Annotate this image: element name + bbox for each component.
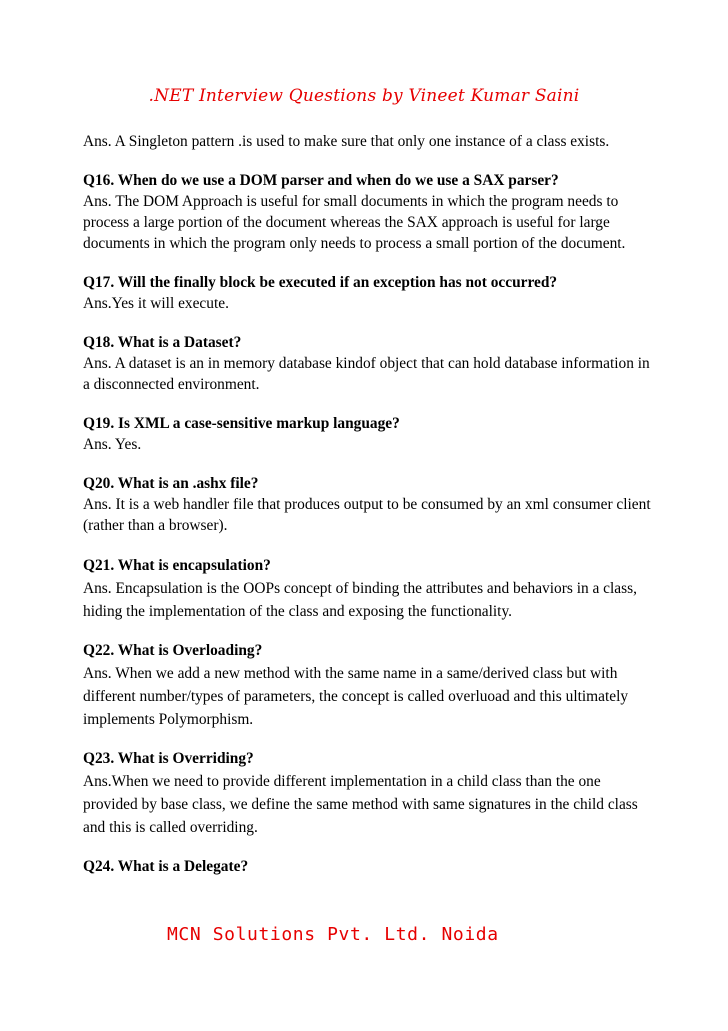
answer-text: Ans. It is a web handler file that produces output to be consumed by an xml consumer client (rather than a browser). <box>83 496 651 534</box>
answer-text: Ans.Yes it will execute. <box>83 295 229 312</box>
answer-text: Ans. A Singleton pattern .is used to make sure that only one instance of a class exists. <box>83 133 610 150</box>
qa-item-q24 <box>83 855 653 878</box>
page-footer-company: MCN Solutions Pvt. Ltd. Noida <box>167 924 499 945</box>
answer-text: Ans. When we add a new method with the same name in a same/derived class but with different number/types of parameters, the concept is called overluoad and this ultimately implements Polymorphism. <box>83 665 629 728</box>
qa-item-q18 <box>83 332 653 395</box>
qa-item-q23 <box>83 747 653 839</box>
answer-text: Ans. Encapsulation is the OOPs concept of binding the attributes and behaviors in a class, hiding the implementation of the class and exposing the functionality. <box>83 580 637 620</box>
question-text: Q18. What is a Dataset? <box>83 334 242 351</box>
intro-answer-block <box>83 131 653 152</box>
answer-text: Ans. The DOM Approach is useful for small documents in which the program needs to process a large portion of the document whereas the SAX approach is useful for large documents in which the program only needs to process a small portion of the document. <box>83 193 626 252</box>
question-text: Q21. What is encapsulation? <box>83 557 271 574</box>
qa-item-q21 <box>83 554 653 623</box>
question-text: Q24. What is a Delegate? <box>83 858 249 875</box>
question-text: Q16. When do we use a DOM parser and when do we use a SAX parser? <box>83 172 559 189</box>
qa-item-q20 <box>83 473 653 536</box>
answer-text: Ans. Yes. <box>83 436 142 453</box>
page-header-title: .NET Interview Questions by Vineet Kumar Saini <box>148 86 580 106</box>
question-text: Q23. What is Overriding? <box>83 750 254 767</box>
question-text: Q19. Is XML a case-sensitive markup language? <box>83 415 400 432</box>
qa-item-q22 <box>83 639 653 731</box>
question-text: Q20. What is an .ashx file? <box>83 475 259 492</box>
answer-text: Ans. A dataset is an in memory database kindof object that can hold database information in a disconnected environment. <box>83 355 650 393</box>
question-text: Q22. What is Overloading? <box>83 642 263 659</box>
answer-text: Ans.When we need to provide different implementation in a child class than the one provided by base class, we define the same method with same signatures in the child class and this is called overriding. <box>83 773 638 836</box>
qa-content <box>83 131 653 894</box>
qa-item-q19 <box>83 413 653 455</box>
question-text: Q17. Will the finally block be executed if an exception has not occurred? <box>83 274 558 291</box>
qa-item-q16 <box>83 170 653 254</box>
qa-item-q17 <box>83 272 653 314</box>
